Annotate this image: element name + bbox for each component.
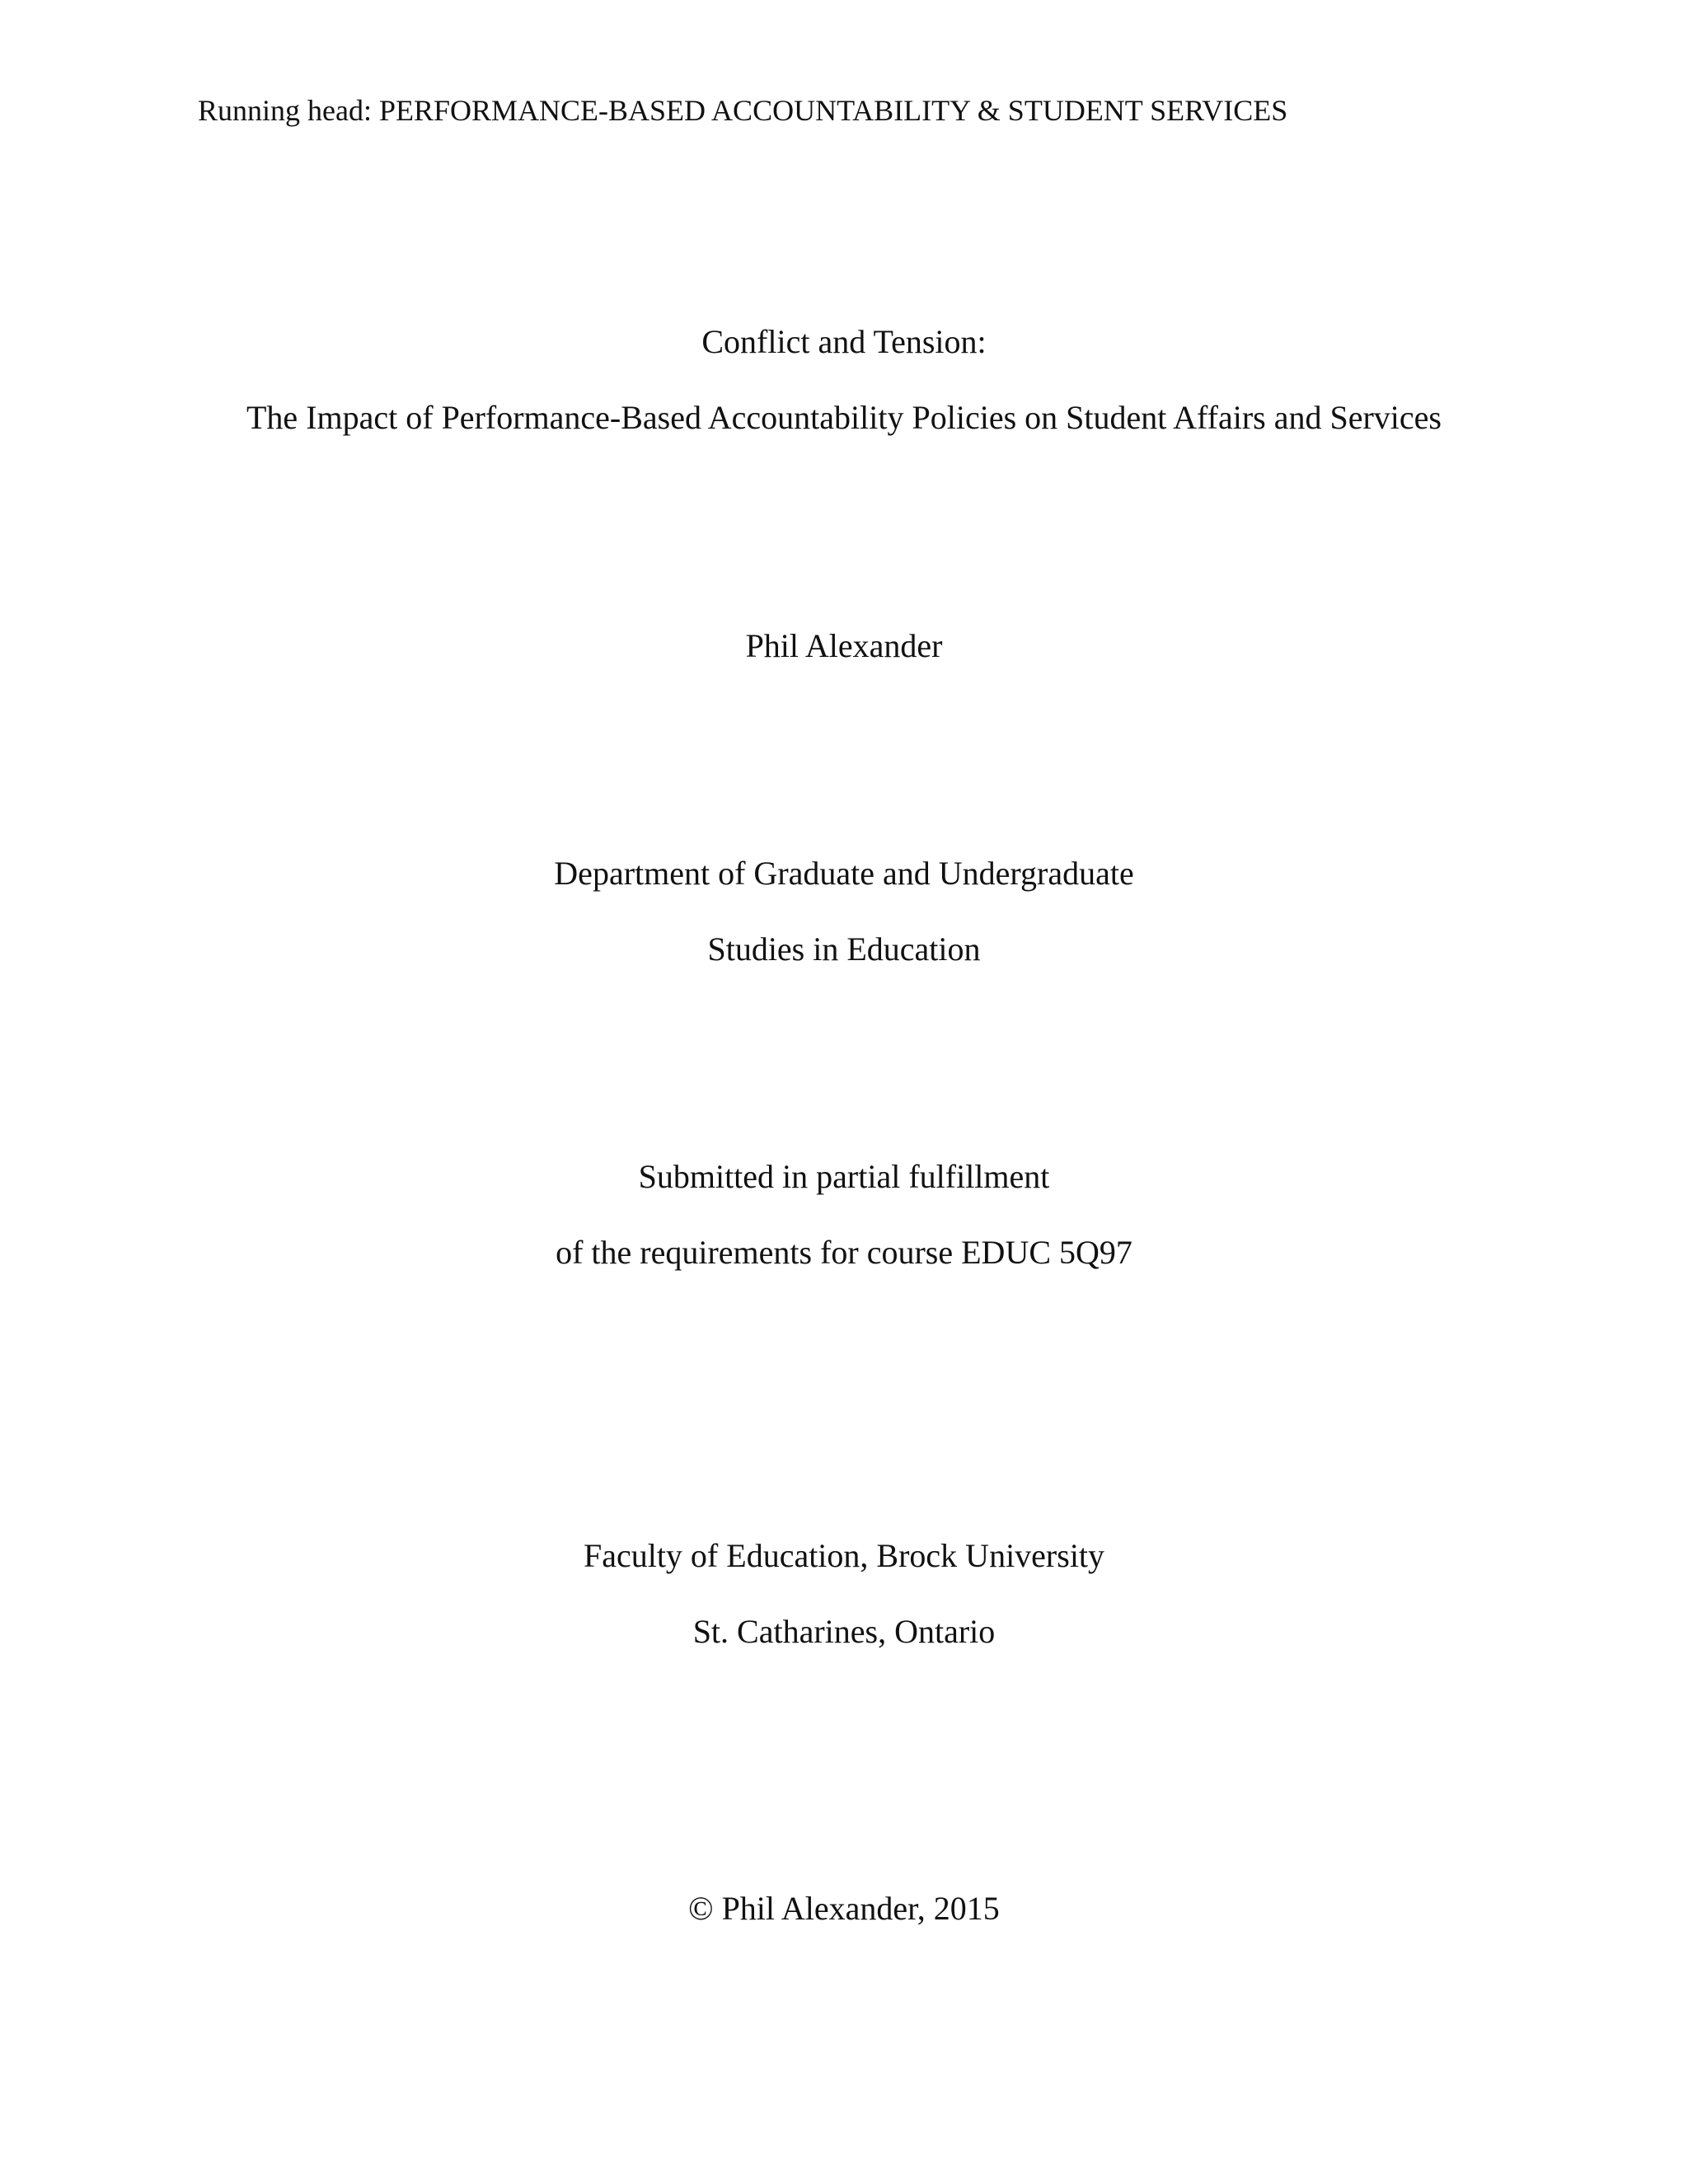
running-head: Running head: PERFORMANCE-BASED ACCOUNTABILITY & STUDENT SERVICES (198, 94, 1288, 127)
copyright-notice: © Phil Alexander, 2015 (688, 1890, 1000, 1927)
institution-line-1: Faculty of Education, Brock University (583, 1537, 1105, 1574)
author-name: Phil Alexander (745, 627, 943, 664)
institution-line-2: St. Catharines, Ontario (692, 1613, 996, 1650)
department-line-2: Studies in Education (707, 930, 981, 968)
department-line-1: Department of Graduate and Undergraduate (554, 855, 1134, 892)
title-line-2: The Impact of Performance-Based Accountability Policies on Student Affairs and Services (246, 399, 1442, 436)
title-line-1: Conflict and Tension: (701, 323, 987, 360)
submission-line-1: Submitted in partial fulfillment (638, 1158, 1050, 1195)
submission-line-2: of the requirements for course EDUC 5Q97 (556, 1234, 1132, 1271)
